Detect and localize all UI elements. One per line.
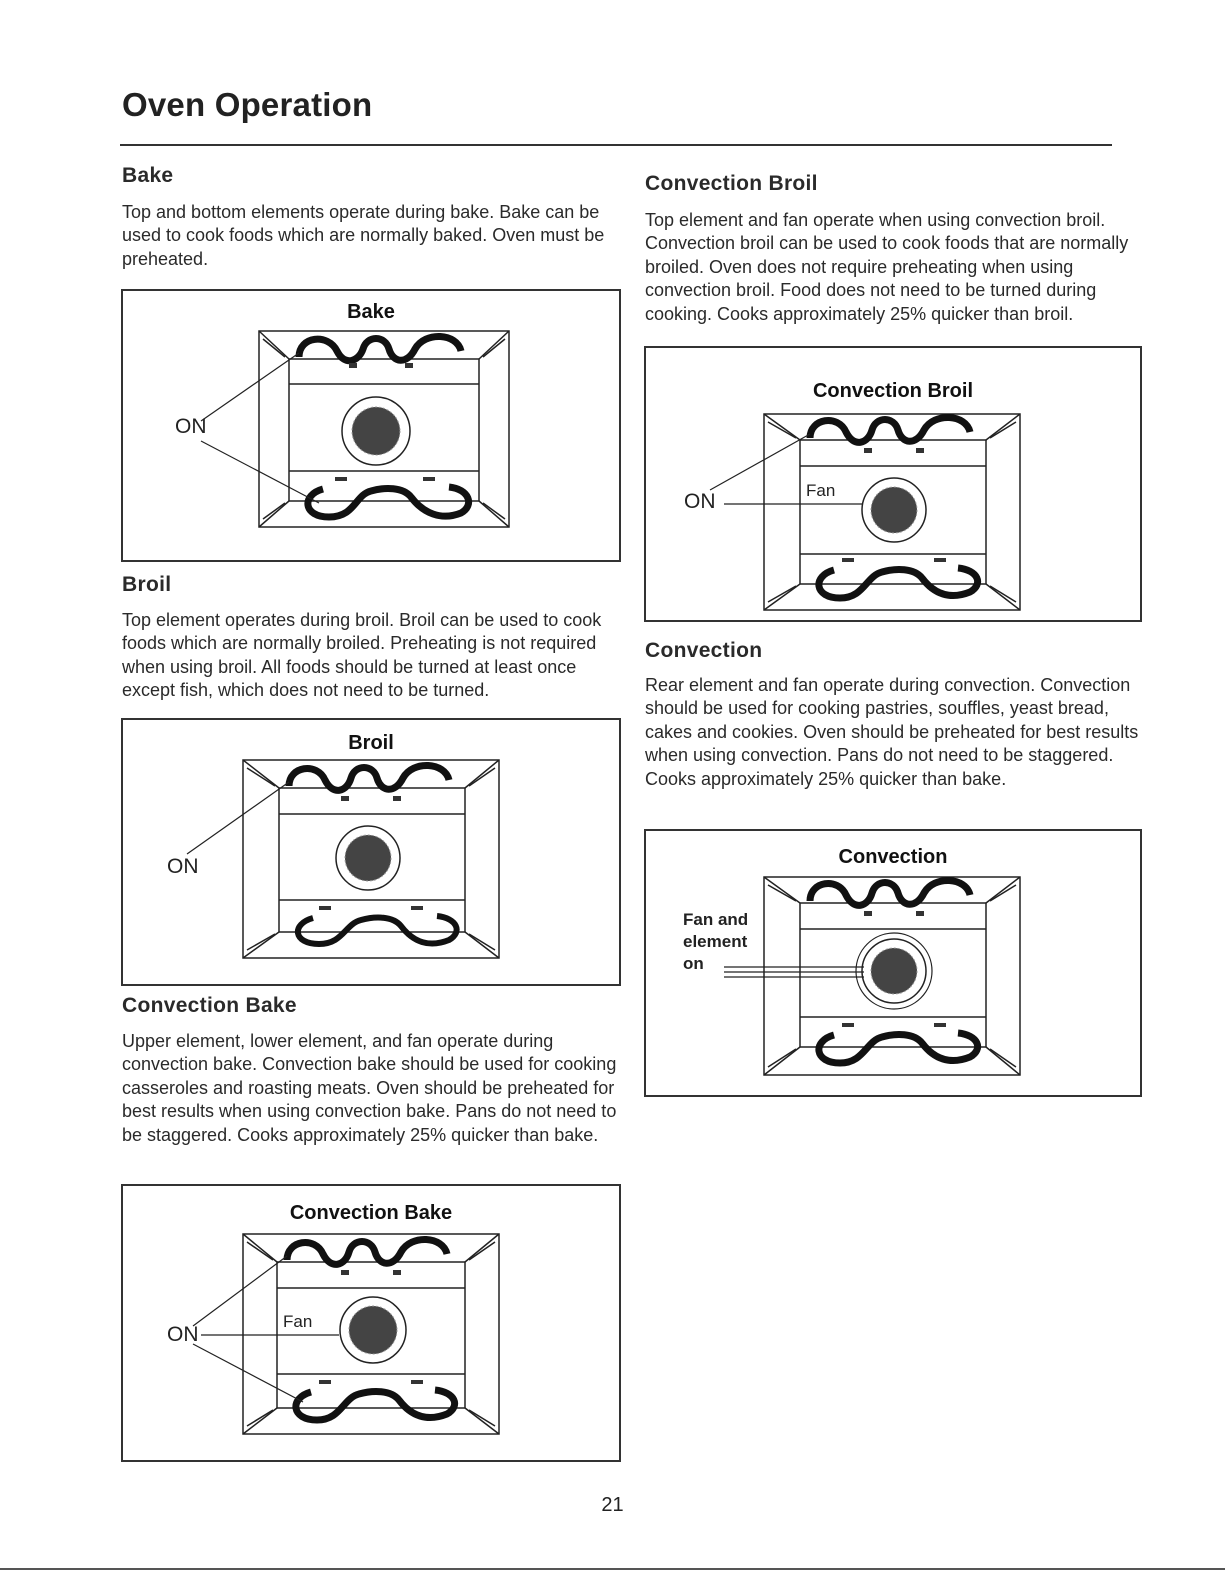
fan-grille — [342, 397, 410, 465]
convection-bake-on-label: ON — [167, 1323, 199, 1346]
broil-diagram-title: Broil — [348, 732, 394, 754]
convection-label-line1: Fan and — [683, 910, 749, 929]
bake-description: Top and bottom elements operate during bake. Bake can be used to cook foods which are normally baked. Oven must be preheated. — [122, 202, 605, 269]
bake-diagram-title: Bake — [347, 301, 395, 323]
on-pointer-lines — [710, 434, 862, 504]
bottom-element — [308, 487, 469, 517]
convection-broil-diagram-title: Convection Broil — [812, 380, 973, 402]
top-element — [289, 765, 449, 790]
convection-bake-oven-illustration — [123, 1186, 619, 1460]
bottom-element — [298, 916, 457, 944]
convection-diagram-title: Convection — [838, 846, 948, 868]
broil-description: Top element operates during broil. Broil can be used to cook foods which are normally broiled. Preheating is not required when using broil. All foods should be turned at least once except fish, which does not need to be turned. — [122, 610, 602, 701]
convection-bake-diagram — [121, 1184, 621, 1462]
convection-broil-oven-illustration — [646, 348, 1140, 620]
fan-grille — [862, 478, 926, 542]
broil-on-label: ON — [167, 855, 199, 878]
fan-grille — [862, 939, 926, 1003]
title-divider — [120, 144, 1112, 146]
on-pointer-lines — [201, 353, 319, 503]
bottom-element — [296, 1390, 455, 1420]
convection-bake-fan-label: Fan — [283, 1312, 313, 1331]
on-pointer-lines — [724, 967, 864, 977]
top-element — [810, 417, 970, 442]
page-number: 21 — [601, 1494, 624, 1516]
convection-broil-description: Top element and fan operate when using convection broil. Convection broil can be used to cook foods that are normally broiled. Oven does not require preheating when using convection broil. Food does not need to be turned during cooking. Cooks approximately 25% quicker than broil. — [645, 210, 1129, 324]
top-element — [299, 336, 461, 360]
bottom-edge-line — [0, 1568, 1225, 1570]
page-title: Oven Operation — [122, 86, 373, 123]
convection-description: Rear element and fan operate during convection. Convection should be used for cooking pastries, souffles, yeast bread, cakes and cookies. Oven should be preheated for best results when using convection. Pans do not need to be staggered. Cooks approximately 25% quicker than bake. — [645, 675, 1139, 789]
on-pointer-line — [187, 782, 289, 854]
bake-diagram — [121, 289, 621, 562]
bake-oven-illustration — [123, 291, 619, 560]
top-element — [287, 1239, 447, 1264]
broil-heading: Broil — [122, 573, 172, 596]
on-pointer-lines — [193, 1256, 339, 1402]
bake-heading: Bake — [122, 164, 174, 187]
convection-bake-heading: Convection Bake — [122, 994, 297, 1017]
bottom-element — [819, 1033, 978, 1063]
convection-bake-description: Upper element, lower element, and fan operate during convection bake. Convection bake should be used for cooking casseroles and roasting meats. Oven should be preheated for best results when using convection bake. Pans do not need to be staggered. Cooks approximately 25% quicker than bake. — [122, 1031, 617, 1145]
top-element — [810, 880, 970, 905]
fan-grille — [336, 826, 400, 890]
convection-diagram — [644, 829, 1142, 1097]
convection-broil-heading: Convection Broil — [645, 172, 818, 195]
convection-oven-illustration — [646, 831, 1140, 1095]
convection-label-line2: element — [683, 932, 748, 951]
convection-bake-diagram-title: Convection Bake — [289, 1202, 453, 1224]
convection-broil-fan-label: Fan — [806, 481, 836, 500]
bake-on-label: ON — [175, 415, 207, 438]
fan-grille — [340, 1297, 406, 1363]
convection-broil-on-label: ON — [684, 490, 716, 513]
convection-label-line3: on — [683, 954, 704, 973]
convection-heading: Convection — [645, 639, 763, 662]
broil-diagram — [121, 718, 621, 986]
broil-oven-illustration — [123, 720, 619, 984]
bottom-element — [819, 568, 978, 598]
convection-broil-diagram — [644, 346, 1142, 622]
